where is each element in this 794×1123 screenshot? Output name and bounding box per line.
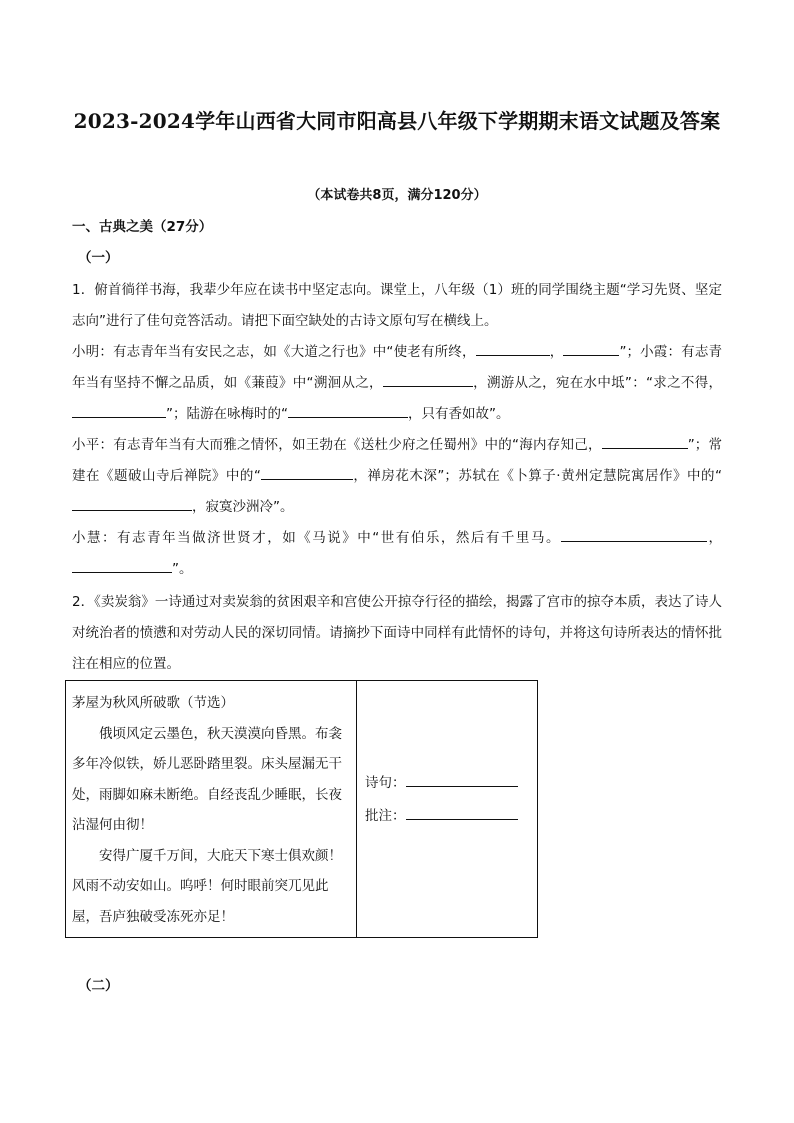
answer-blank[interactable] bbox=[288, 403, 408, 418]
q1-text: ”；小霞：有志青年当有坚持不懈之品质，如《蒹葭》中“溯洄从之， bbox=[72, 344, 722, 391]
q1-text: ，寂寞沙洲冷”。 bbox=[192, 499, 294, 515]
q1-text: ，溯游从之，宛在水中坻”：“求之不得， bbox=[472, 375, 722, 391]
poem-stanza: 俄顷风定云墨色，秋天漠漠向昏黑。布衾多年冷似铁，娇儿恶卧踏里裂。床头屋漏无干处，雨脚如麻未断绝。自经丧乱少睡眠，长夜沾湿何由彻！ bbox=[72, 725, 342, 833]
q1-xiaoping bbox=[72, 430, 722, 523]
poem-title: 茅屋为秋风所破歌（节选） bbox=[72, 695, 234, 711]
q1-text: ，禅房花木深”；苏轼在《卜算子·黄州定慧院寓居作》中的“ bbox=[352, 468, 722, 484]
q1-text: 小平：有志青年当有大而雅之情怀，如王勃在《送杜少府之任蜀州》中的“海内存知己， bbox=[72, 437, 602, 453]
q1-xiaohui bbox=[72, 523, 722, 585]
annotation-blank[interactable] bbox=[406, 805, 518, 820]
q1-intro: 1．俯首徜徉书海，我辈少年应在读书中坚定志向。课堂上，八年级（1）班的同学围绕主题“学习先贤、坚定志向”进行了佳句竞答活动。请把下面空缺处的古诗文原句写在横线上。 bbox=[72, 282, 722, 329]
answer-blank[interactable] bbox=[72, 496, 192, 511]
answer-blank[interactable] bbox=[602, 434, 688, 449]
question-1 bbox=[72, 275, 722, 585]
q1-text: 小明：有志青年当有安民之志，如《大道之行也》中“使老有所终， bbox=[72, 344, 476, 360]
answer-blank[interactable] bbox=[476, 341, 550, 356]
part-heading-1: （一） bbox=[78, 250, 119, 266]
q1-text: ”；常建在《题破山寺后禅院》中的“ bbox=[72, 437, 722, 484]
page-title: 2023-2024学年山西省大同市阳高县八年级下学期期末语文试题及答案 bbox=[73, 109, 721, 133]
poem-table bbox=[65, 680, 538, 938]
q1-text: ， bbox=[706, 530, 722, 546]
answer-blank[interactable] bbox=[561, 527, 707, 542]
poem-stanza: 安得广厦千万间，大庇天下寒士俱欢颜！风雨不动安如山。呜呼！何时眼前突兀见此屋，吾庐独破受冻死亦足！ bbox=[72, 847, 342, 925]
q2-text: 2．《卖炭翁》一诗通过对卖炭翁的贫困艰辛和宫使公开掠夺行径的描绘，揭露了宫市的掠夺本质，表达了诗人对统治者的愤懑和对劳动人民的深切同情。请摘抄下面诗中同样有此情怀的诗句，并将这句诗所表达的情怀批注在相应的位置。 bbox=[72, 594, 722, 672]
answer-cell bbox=[357, 681, 537, 937]
answer-blank[interactable] bbox=[72, 403, 166, 418]
answer-blank[interactable] bbox=[563, 341, 619, 356]
annotation-label: 批注： bbox=[365, 808, 406, 824]
answer-blank[interactable] bbox=[261, 465, 353, 480]
part-heading-2: （二） bbox=[78, 978, 119, 994]
page-subtitle: （本试卷共8页，满分120分） bbox=[307, 188, 487, 203]
q1-text: 小慧：有志青年当做济世贤才，如《马说》中“世有伯乐，然后有千里马。 bbox=[72, 530, 561, 546]
poem-cell bbox=[66, 681, 357, 937]
q1-xiaoming bbox=[72, 337, 722, 430]
annotation-row bbox=[365, 800, 537, 833]
question-2 bbox=[72, 587, 722, 680]
q1-text: ”。 bbox=[172, 561, 193, 577]
q1-text: ， bbox=[549, 344, 564, 360]
answer-blank[interactable] bbox=[72, 558, 172, 573]
answer-blank[interactable] bbox=[383, 372, 473, 387]
poem-line-blank[interactable] bbox=[406, 772, 518, 787]
section-heading: 一、古典之美（27分） bbox=[72, 219, 213, 235]
poem-line-label: 诗句： bbox=[365, 775, 406, 791]
q1-text: ”；陆游在咏梅时的“ bbox=[166, 406, 288, 422]
poem-line-row bbox=[365, 767, 537, 800]
q1-text: ，只有香如故”。 bbox=[408, 406, 510, 422]
